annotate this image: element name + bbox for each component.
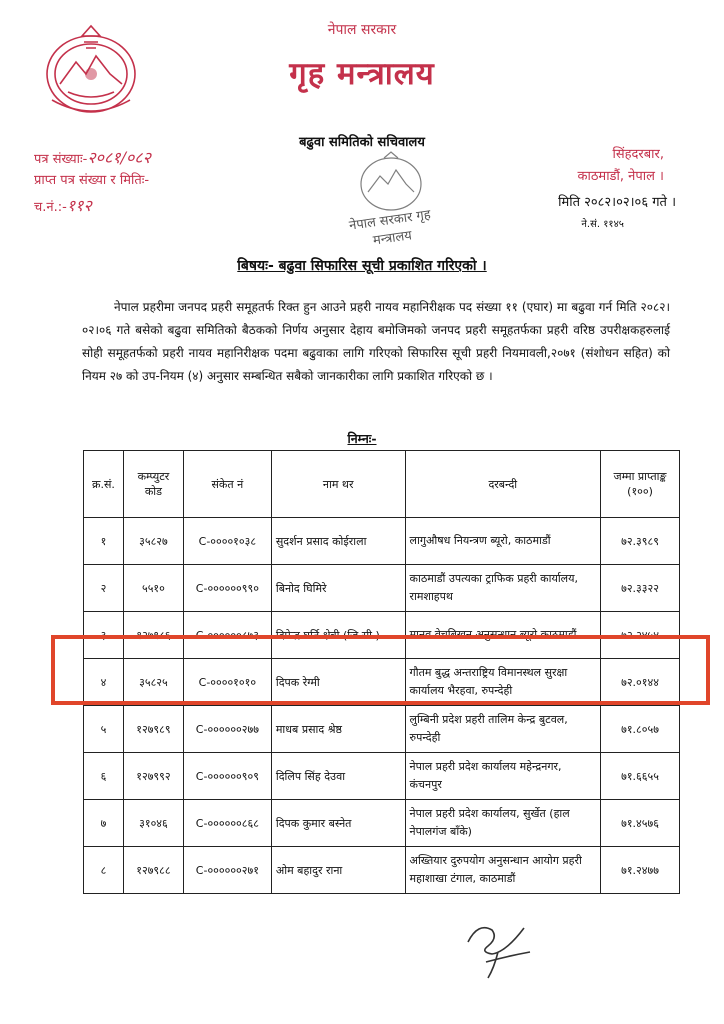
letter-date: मिति २०८२।०२।०६ गते ।: [558, 195, 676, 210]
cell-serial: १: [84, 518, 124, 565]
ministry-title: गृह मन्त्रालय: [289, 56, 435, 92]
cell-name: बिनोद घिमिरे: [271, 565, 405, 612]
cell-name: ओम बहादुर राना: [271, 847, 405, 894]
cell-score: ७१.२४७७: [601, 847, 680, 894]
table-row: [84, 565, 680, 612]
cell-score: ७२.३३२२: [601, 565, 680, 612]
cell-symbol: C-००००१०१०: [183, 659, 271, 706]
cell-serial: २: [84, 565, 124, 612]
header-serial: क्र.सं.: [84, 451, 124, 518]
cell-score: ७१.८०५७: [601, 706, 680, 753]
cell-score: ७१.६६५५: [601, 753, 680, 800]
cell-code: ५५१०: [123, 565, 183, 612]
cell-post: लागुऔषध नियन्त्रण ब्यूरो, काठमाडौं: [405, 518, 601, 565]
cell-score: ७२.०१४४: [601, 659, 680, 706]
cell-score: ७२.२४५४: [601, 612, 680, 659]
table-header-row: [84, 451, 680, 518]
cell-serial: ७: [84, 800, 124, 847]
cell-name: सुदर्शन प्रसाद कोईराला: [271, 518, 405, 565]
cell-code: १२७९८९: [123, 706, 183, 753]
cell-score: ७१.४५७६: [601, 800, 680, 847]
government-title: नेपाल सरकार: [327, 22, 397, 38]
cell-symbol: C-००००००८७३: [183, 612, 271, 659]
cell-code: १२७९८६: [123, 612, 183, 659]
cell-symbol: C-००००१०३८: [183, 518, 271, 565]
table-row: [84, 753, 680, 800]
body-paragraph: नेपाल प्रहरीमा जनपद प्रहरी समूहतर्फ रिक्त हुन आउने प्रहरी नायव महानिरीक्षक पद संख्या ११ (एघार) मा बढुवा गर्न मिति २०८२।०२।०६ गते बसेको बढुवा समितिको बैठकको निर्णय अनुसार देहाय बमोजिमको जनपद प्रहरी समूहतर्फका प्रहरी वरिष्ठ उपरीक्षकहरुलाई सोही समूहतर्फको प्रहरी नायव महानिरीक्षक पदमा बढुवाका लागि गरिएको सिफारिस सूची प्रहरी नियमावली,२०७१ (संशोधन सहित) को नियम २७ को उप-नियम (४) अनुसार सम्बन्धित सबैको जानकारीका लागि प्रकाशित गरिएको छ ।: [82, 300, 670, 383]
cell-serial: ८: [84, 847, 124, 894]
cell-post: लुम्बिनी प्रदेश प्रहरी तालिम केन्द्र बुटवल, रुपन्देही: [405, 706, 601, 753]
cell-symbol: C-००००००८६८: [183, 800, 271, 847]
table-row: [84, 800, 680, 847]
cell-code: ३१०४६: [123, 800, 183, 847]
cell-post: अख्तियार दुरुपयोग अनुसन्धान आयोग प्रहरी महाशाखा टंगाल, काठमाडौं: [405, 847, 601, 894]
cell-code: ३५८२५: [123, 659, 183, 706]
table-row: [84, 847, 680, 894]
subject-line: [0, 256, 724, 275]
letter-number-value: २०८१/०८२: [87, 148, 151, 167]
cell-post: गौतम बुद्ध अन्तराष्ट्रिय विमानस्थल सुरक्षा कार्यालय भैरहवा, रुपन्देही: [405, 659, 601, 706]
dispatch-number-value: ११२: [66, 196, 92, 215]
cell-name: दिपक कुमार बस्नेत: [271, 800, 405, 847]
office-stamp: [336, 150, 446, 249]
cell-symbol: C-००००००२७७: [183, 706, 271, 753]
nepal-era-reference: ने.सं. ११४५: [581, 219, 624, 230]
table-row: [84, 706, 680, 753]
received-letter-label: प्राप्त पत्र संख्या र मितिः-: [34, 173, 150, 188]
cell-symbol: C-००००००२७१: [183, 847, 271, 894]
subject-text: बिषयः- बढुवा सिफारिस सूची प्रकाशित गरिएको ।: [237, 258, 487, 274]
dispatch-number-label: च.नं.:-: [34, 200, 67, 215]
table-row: [84, 518, 680, 565]
cell-code: ३५८२७: [123, 518, 183, 565]
cell-score: ७२.३९८९: [601, 518, 680, 565]
letter-number-label: पत्र संख्याः-: [34, 152, 88, 167]
header-name: नाम थर: [271, 451, 405, 518]
address-line-1: सिंहदरबार,: [612, 147, 664, 162]
cell-post: नेपाल प्रहरी प्रदेश कार्यालय महेन्द्रनगर, कंचनपुर: [405, 753, 601, 800]
dispatch-number: [34, 194, 92, 216]
highlight-box: [51, 635, 710, 705]
header-total-score: जम्मा प्राप्ताङ्क (१००): [601, 451, 680, 518]
cell-serial: ३: [84, 612, 124, 659]
header-computer-code: कम्प्युटर कोड: [123, 451, 183, 518]
cell-symbol: C-००००००९०९: [183, 753, 271, 800]
stamp-text: नेपाल सरकार गृह मन्त्रालय: [348, 207, 432, 249]
secretariat-title: बढुवा समितिको सचिवालय: [299, 135, 425, 150]
cell-code: १२७९८८: [123, 847, 183, 894]
cell-post: मानव वेचबिखन अनुसन्धान ब्यूरो काठमाडौं: [405, 612, 601, 659]
address-line-2: काठमाडौं, नेपाल ।: [577, 169, 664, 184]
cell-symbol: C-००००००९९०: [183, 565, 271, 612]
header-symbol-number: संकेत नं: [183, 451, 271, 518]
cell-name: दिपेन्द्र घर्ति क्षेत्री (जि.सी.): [271, 612, 405, 659]
cell-code: १२७९९२: [123, 753, 183, 800]
list-title: निम्नः-: [347, 431, 377, 446]
cell-post: काठमाडौं उपत्यका ट्राफिक प्रहरी कार्यालय, रामशाहपथ: [405, 565, 601, 612]
cell-serial: ६: [84, 753, 124, 800]
cell-serial: ४: [84, 659, 124, 706]
cell-name: दिपक रेग्मी: [271, 659, 405, 706]
signature-icon: [458, 912, 538, 982]
cell-post: नेपाल प्रहरी प्रदेश कार्यालय, सुर्खेत (हाल नेपालगंज बाँके): [405, 800, 601, 847]
cell-name: दिलिप सिंह देउवा: [271, 753, 405, 800]
cell-name: माधब प्रसाद श्रेष्ठ: [271, 706, 405, 753]
header-post: दरबन्दी: [405, 451, 601, 518]
cell-serial: ५: [84, 706, 124, 753]
